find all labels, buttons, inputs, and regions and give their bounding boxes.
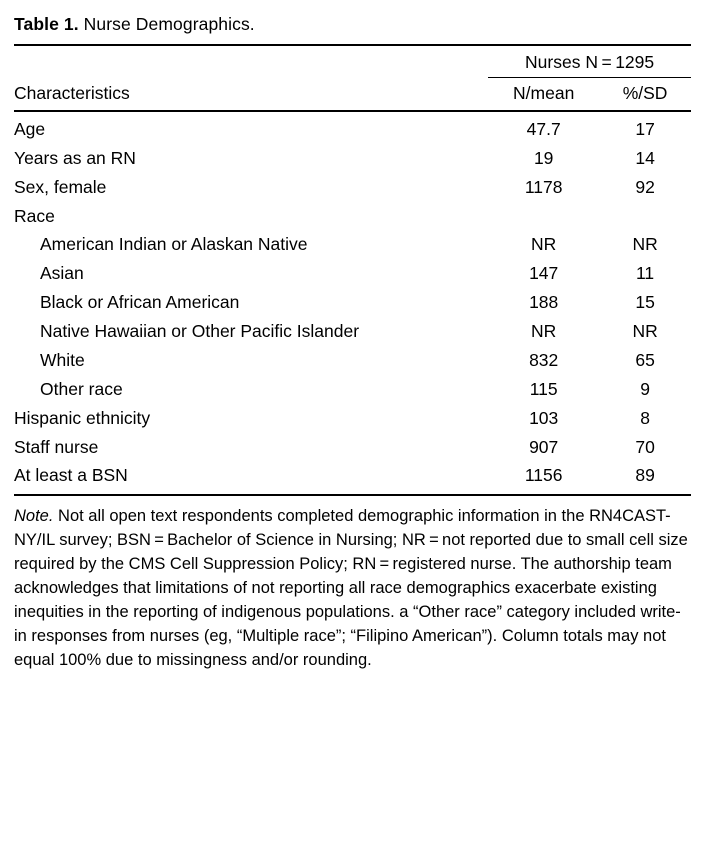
row-label: White <box>40 349 85 370</box>
row-label: Years as an RN <box>14 147 136 168</box>
column-header-pct-sd: %/SD <box>599 77 691 111</box>
table-row <box>14 260 691 289</box>
nurse-demographics-table <box>14 44 691 496</box>
table-row <box>14 144 691 173</box>
table-note <box>14 505 691 672</box>
table-row <box>14 404 691 433</box>
row-pct-sd: 17 <box>635 118 655 139</box>
row-n-mean: 47.7 <box>526 118 561 139</box>
row-label: American Indian or Alaskan Native <box>40 234 308 255</box>
row-n-mean: 1178 <box>524 176 563 197</box>
row-label: Hispanic ethnicity <box>14 407 151 428</box>
row-pct-sd: NR <box>632 321 658 341</box>
table-caption-label: Table 1. <box>14 14 79 34</box>
table-row <box>14 346 691 375</box>
table-row <box>14 462 691 495</box>
table-row <box>14 375 691 404</box>
table-row <box>14 289 691 318</box>
row-pct-sd: 15 <box>635 292 655 313</box>
row-n-mean <box>488 202 599 231</box>
row-n-mean: 907 <box>529 436 559 457</box>
table-row <box>14 318 691 347</box>
row-pct-sd: 14 <box>635 147 655 168</box>
row-label: Other race <box>40 378 123 399</box>
column-header-characteristics: Characteristics <box>14 77 488 111</box>
row-pct-sd: NR <box>632 234 658 255</box>
row-pct-sd: 92 <box>635 176 655 197</box>
row-pct-sd <box>599 202 691 231</box>
row-label: Race <box>14 205 55 226</box>
table-note-text: Not all open text respondents completed demographic information in the RN4CAST-NY/IL survey; BSN = Bachelor of Science in Nursing; NR = not reported due to small cell size required by the CMS Cell Suppression Policy; RN = registered nurse. The authorship team acknowledges that limitations of not reporting all race demographics exacerbate existing inequities in the reporting of indigenous populations. a “Other race” category included write-in responses from nurses (eg, “Multiple race”; “Filipino American”). Column totals may not equal 100% due to missingness and/or rounding. <box>14 507 688 669</box>
table-row <box>14 433 691 462</box>
span-header-nurses: Nurses N = 1295 <box>488 45 691 78</box>
table-row <box>14 231 691 260</box>
table-header-columns-row <box>14 77 691 111</box>
table-head <box>14 45 691 111</box>
row-n-mean: 188 <box>529 292 559 313</box>
table-header-span-row <box>14 45 691 78</box>
table-note-label: Note. <box>14 507 54 526</box>
row-pct-sd: 70 <box>635 436 655 457</box>
row-label: Staff nurse <box>14 436 99 457</box>
span-header-spacer <box>14 45 488 78</box>
table-row <box>14 202 691 231</box>
row-label: Sex, female <box>14 176 107 197</box>
row-label: Age <box>14 118 46 139</box>
row-n-mean: NR <box>531 234 557 255</box>
column-header-n-mean: N/mean <box>488 77 599 111</box>
row-pct-sd: 8 <box>640 407 650 428</box>
row-n-mean: 1156 <box>488 462 599 495</box>
row-pct-sd: 89 <box>599 462 691 495</box>
table-caption-text: Nurse Demographics. <box>83 14 255 34</box>
row-n-mean: NR <box>531 321 557 341</box>
row-n-mean: 19 <box>533 147 554 168</box>
row-pct-sd: 9 <box>640 378 650 399</box>
row-pct-sd: 65 <box>635 349 655 370</box>
row-n-mean: 832 <box>529 349 559 370</box>
row-pct-sd: 11 <box>635 263 655 284</box>
table-row <box>14 111 691 144</box>
row-label: At least a BSN <box>14 462 488 495</box>
table-row <box>14 173 691 202</box>
row-n-mean: 115 <box>529 378 558 399</box>
row-n-mean: 103 <box>529 407 559 428</box>
row-label: Native Hawaiian or Other Pacific Islander <box>40 321 360 341</box>
table-body <box>14 111 691 495</box>
row-label: Asian <box>40 263 84 284</box>
row-label: Black or African American <box>40 292 240 313</box>
row-n-mean: 147 <box>529 263 559 284</box>
table-caption <box>14 14 691 36</box>
